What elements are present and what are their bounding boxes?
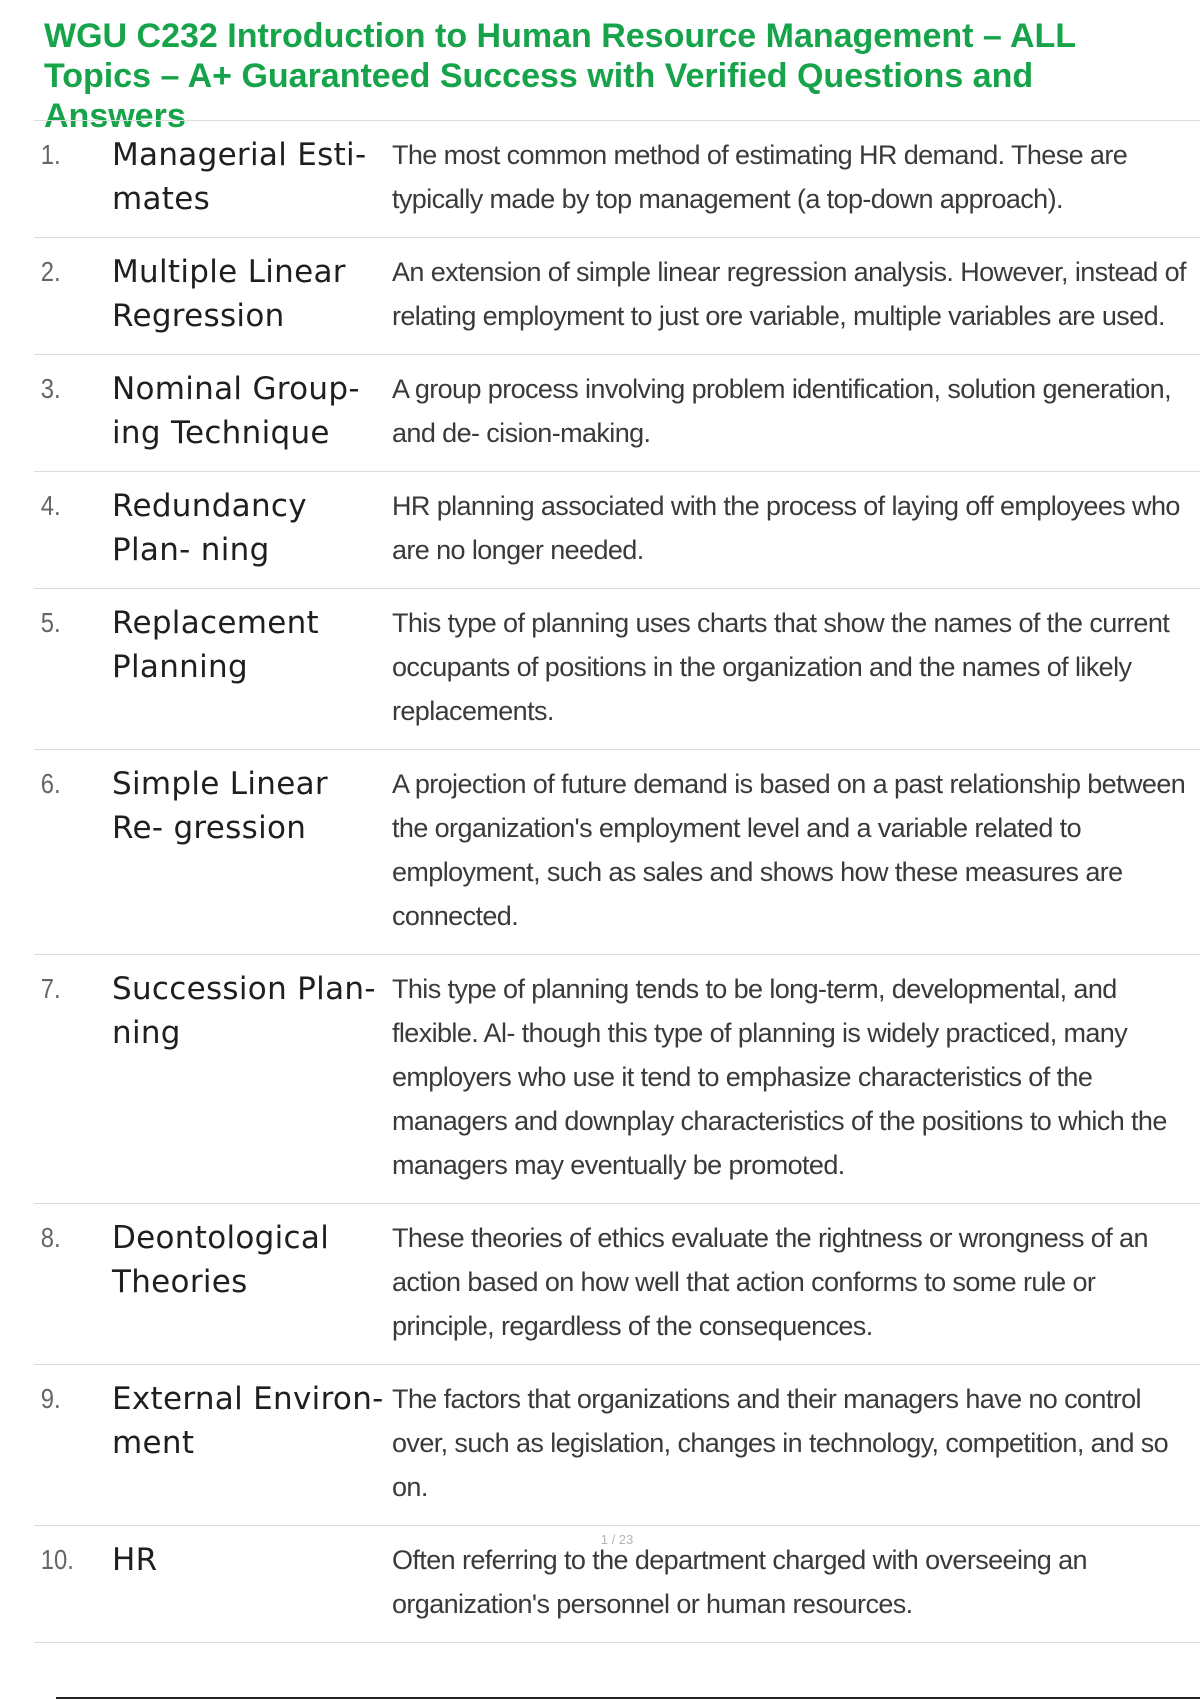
term-name: Succession Plan- ning xyxy=(112,971,376,1051)
term-row xyxy=(34,121,1200,238)
term-definition: The most common method of estimating HR demand. These are typically made by top management (a top-down approach). xyxy=(392,140,1128,214)
term-row xyxy=(34,750,1200,955)
term-number: 7. xyxy=(40,973,61,1004)
term-definition: This type of planning uses charts that show the names of the current occupants of positions in the organization and the names of likely replacements. xyxy=(392,608,1170,726)
term-definition: The factors that organizations and their managers have no control over, such as legislation, changes in technology, competition, and so on. xyxy=(392,1384,1169,1502)
term-definition: A projection of future demand is based on a past relationship between the organization's employment level and a variable related to employment, such as sales and shows how these measures are connected. xyxy=(392,769,1186,931)
term-number: 8. xyxy=(40,1222,61,1253)
term-name: Simple Linear Re- gression xyxy=(112,766,328,846)
term-definition: HR planning associated with the process of laying off employees who are no longer needed. xyxy=(392,491,1180,565)
term-name: HR xyxy=(112,1542,158,1578)
term-row xyxy=(34,955,1200,1204)
term-definition: These theories of ethics evaluate the rightness or wrongness of an action based on how well that action conforms to some rule or principle, regardless of the consequences. xyxy=(392,1223,1148,1341)
page-title: WGU C232 Introduction to Human Resource Management – ALL Topics – A+ Guaranteed Success with Verified Questions and Answers xyxy=(44,17,1076,135)
page-number: 1 / 23 xyxy=(600,1532,634,1547)
term-number: 4. xyxy=(40,490,61,521)
term-row xyxy=(34,1204,1200,1365)
term-row xyxy=(34,589,1200,750)
term-row xyxy=(34,238,1200,355)
term-name: Nominal Group- ing Technique xyxy=(112,371,360,451)
term-definition: A group process involving problem identification, solution generation, and de- cision-making. xyxy=(392,374,1171,448)
term-number: 10. xyxy=(40,1544,74,1575)
term-name: Replacement Planning xyxy=(112,605,319,685)
bottom-divider xyxy=(56,1697,1200,1699)
term-name: Multiple Linear Regression xyxy=(112,254,346,334)
term-number: 3. xyxy=(40,373,61,404)
term-number: 2. xyxy=(40,256,61,287)
term-definition: An extension of simple linear regression analysis. However, instead of relating employment to just ore variable, multiple variables are used. xyxy=(392,257,1186,331)
term-number: 5. xyxy=(40,607,61,638)
term-number: 1. xyxy=(40,139,61,170)
term-name: Redundancy Plan- ning xyxy=(112,488,307,568)
term-row xyxy=(34,355,1200,472)
term-name: External Environ- ment xyxy=(112,1381,384,1461)
term-name: Deontological Theories xyxy=(112,1220,330,1300)
term-list xyxy=(34,120,1200,1643)
term-definition: Often referring to the department charged with overseeing an organization's personnel or human resources. xyxy=(392,1545,1087,1619)
term-row xyxy=(34,472,1200,589)
term-name: Managerial Esti- mates xyxy=(112,137,367,217)
term-definition: This type of planning tends to be long-term, developmental, and flexible. Al- though this type of planning is widely practiced, many employers who use it tend to emphasize characteristics of the managers and downplay characteristics of the positions to which the managers may eventually be promoted. xyxy=(392,974,1167,1180)
term-row xyxy=(34,1365,1200,1526)
term-number: 9. xyxy=(40,1383,61,1414)
term-number: 6. xyxy=(40,768,61,799)
